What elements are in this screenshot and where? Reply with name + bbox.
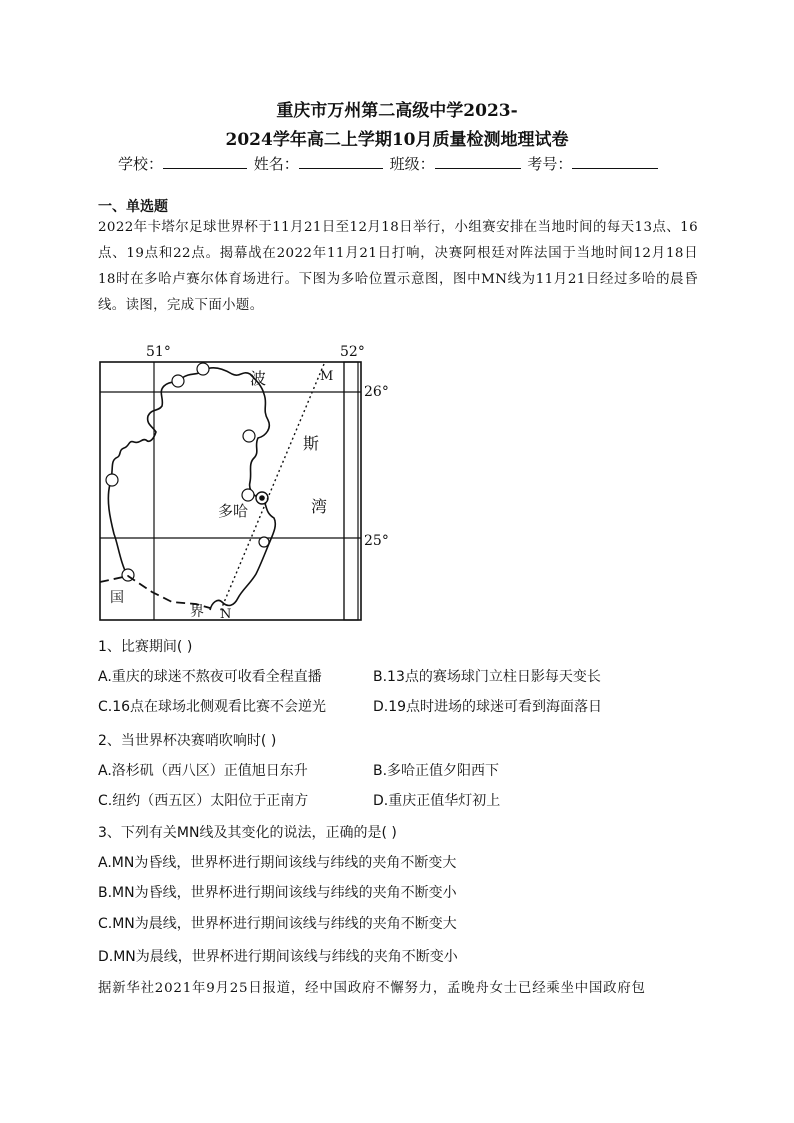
coastal-marker [259,537,269,547]
exam-number-blank[interactable] [572,154,658,169]
name-label: 姓名： [253,155,299,173]
question-3-option-a[interactable]: A.MN为昏线，世界杯进行期间该线与纬线的夹角不断变大 [98,855,457,871]
question-2-option-d[interactable]: D.重庆正值华灯初上 [373,793,501,809]
question-3-option-c[interactable]: C.MN为晨线，世界杯进行期间该线与纬线的夹角不断变大 [98,916,457,932]
question-3-option-d[interactable]: D.MN为晨线，世界杯进行期间该线与纬线的夹角不断变小 [98,949,458,965]
question-1-option-a[interactable]: A.重庆的球迷不熬夜可收看全程直播 [98,669,322,685]
passage-xinhua-start: 据新华社2021年9月25日报道，经中国政府不懈努力，孟晚舟女士已经乘坐中国政府包 [98,981,646,996]
class-label: 班级： [389,155,435,173]
question-2-option-a[interactable]: A.洛杉矶（西八区）正值旭日东升 [98,763,308,779]
class-blank[interactable] [435,154,521,169]
terminator-line-mn [220,364,324,612]
coastal-marker [172,375,184,387]
longitude-label-51: 51° [146,344,171,360]
coastal-marker [106,474,118,486]
latitude-label-25: 25° [364,533,389,549]
question-1-option-d[interactable]: D.19点时进场的球迷可看到海面落日 [373,699,603,715]
sea-label-si: 斯 [303,434,320,453]
exam-number-label: 考号： [527,155,573,173]
student-info-row [118,153,660,174]
border-label-guo: 国 [110,590,124,606]
exam-title-line-1: 重庆市万州第二高级中学2023- [276,101,518,121]
terminator-label-m: M [320,369,334,384]
map-frame [100,362,361,620]
section-title: 一、单选题 [98,199,168,215]
coastal-marker [243,430,255,442]
question-2-stem: 2、当世界杯决赛哨吹响时( ) [98,733,277,749]
question-1-stem: 1、比赛期间( ) [98,639,193,655]
question-2-option-b[interactable]: B.多哈正值夕阳西下 [373,763,500,779]
border-label-jie: 界 [190,604,204,620]
name-blank[interactable] [299,154,383,169]
question-1-option-b[interactable]: B.13点的赛场球门立柱日影每天变长 [373,669,601,685]
doha-location-map [92,340,392,625]
terminator-label-n: N [220,607,232,622]
doha-label: 多哈 [218,502,249,520]
longitude-label-52: 52° [340,344,365,360]
map-inner-frame [344,362,358,620]
exam-title-line-2: 2024学年高二上学期10月质量检测地理试卷 [225,130,569,150]
coastal-marker [242,489,254,501]
sea-label-wan: 湾 [311,497,328,516]
question-2-option-c[interactable]: C.纽约（西五区）太阳位于正南方 [98,793,309,809]
school-label: 学校： [118,155,164,173]
coastal-marker [197,363,209,375]
doha-city-dot [259,495,265,501]
sea-label-bo: 波 [250,369,267,388]
question-1-option-c[interactable]: C.16点在球场北侧观看比赛不会逆光 [98,699,327,715]
question-3-option-b[interactable]: B.MN为昏线，世界杯进行期间该线与纬线的夹角不断变小 [98,885,457,901]
question-3-stem: 3、下列有关MN线及其变化的说法，正确的是( ) [98,825,397,841]
latitude-label-26: 26° [364,384,389,400]
passage-qatar-worldcup: 2022年卡塔尔足球世界杯于11月21日至12月18日举行，小组赛安排在当地时间的每天13点、16点、19点和22点。揭幕战在2022年11月21日打响，决赛阿根廷对阵法国于当地时间12月18日18时在多哈卢赛尔体育场进行。下图为多哈位置示意图，图中MN线为11月21日经过多哈的晨昏线。读图，完成下面小题。 [98,220,698,313]
school-blank[interactable] [163,154,247,169]
